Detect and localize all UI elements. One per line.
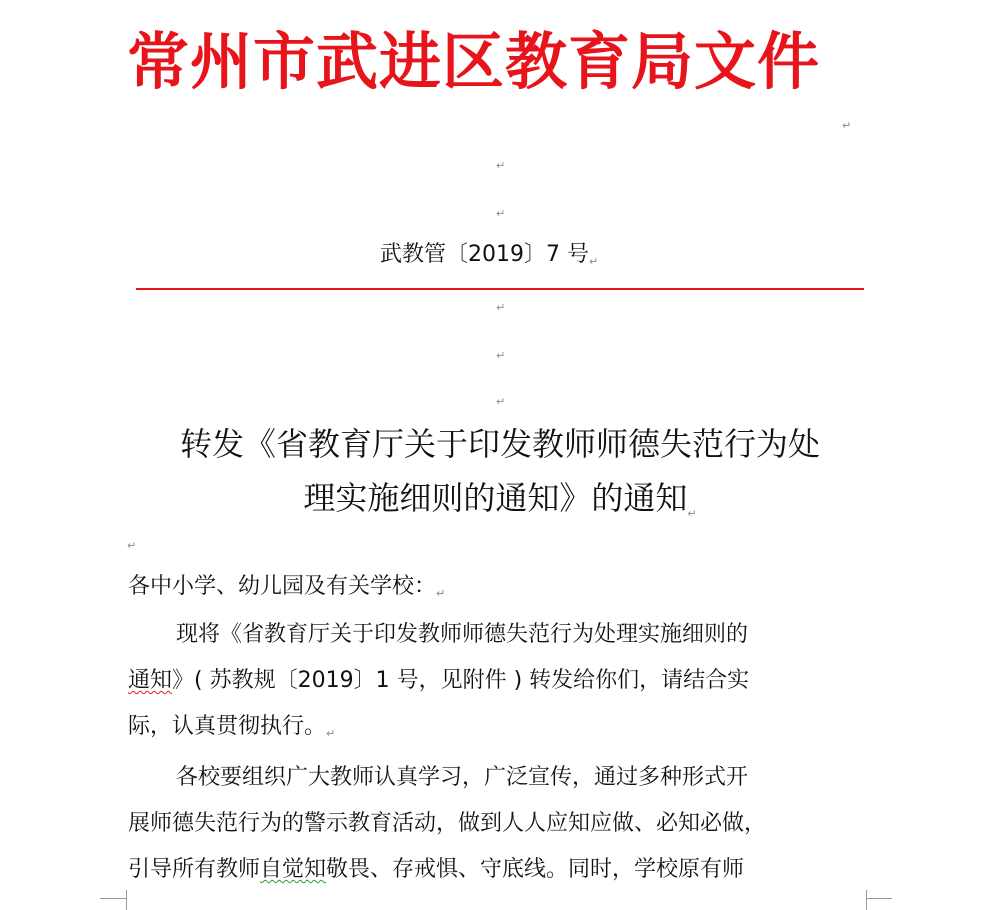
document-title (120, 417, 880, 525)
para1-line-1: 现将《省教育厅关于印发教师师德失范行为处理实施细则的 (176, 622, 749, 647)
document-number-text: 武教管〔2019〕7 号 (380, 242, 589, 267)
salutation (128, 564, 868, 610)
page-corner-mark-right (866, 898, 892, 899)
page-corner-mark-left (100, 898, 126, 899)
para2-line-3 (128, 847, 868, 893)
para2-line-3a: 引导所有教师 (128, 857, 261, 882)
red-header-rule (136, 288, 864, 290)
title-line-1: 转发《省教育厅关于印发教师师德失范行为处 (179, 425, 820, 463)
paragraph-mark: ↵ (127, 539, 137, 552)
paragraph-mark: ↵ (588, 255, 599, 268)
para1-line-2 (128, 658, 868, 704)
title-line-2 (120, 471, 880, 525)
paragraph-mark: ↵ (687, 507, 697, 520)
document-number (380, 238, 640, 272)
para2-line-3c: 敬畏、存戒惧、守底线。同时，学校原有师 (326, 857, 745, 882)
title-line-2-text: 理实施细则的通知》的通知 (303, 479, 688, 517)
para2-line-1: 各校要组织广大教师认真学习，广泛宣传，通过多种形式开 (176, 765, 749, 790)
paragraph-mark: ↵ (496, 395, 506, 408)
body-paragraph-1 (128, 612, 868, 750)
para1-line-3-text: 际，认真贯彻执行。 (128, 714, 327, 739)
paragraph-mark: ↵ (496, 301, 506, 314)
paragraph-mark: ↵ (496, 207, 506, 220)
paragraph-mark: ↵ (326, 727, 336, 740)
paragraph-mark: ↵ (496, 159, 506, 172)
body-paragraph-2 (128, 755, 868, 893)
spellcheck-word: 通知 (128, 668, 173, 693)
page-corner-mark-right-v (866, 890, 867, 910)
salutation-text: 各中小学、幼儿园及有关学校： (128, 574, 437, 599)
para2-line-2: 展师德失范行为的警示教育活动，做到人人应知应做、必知必做， (128, 811, 767, 836)
paragraph-mark: ↵ (842, 119, 852, 132)
page-corner-mark-left-v (126, 890, 127, 910)
grammar-check-phrase: 自觉知 (260, 857, 327, 882)
para1-line-2-text: 》( 苏教规〔2019〕1 号，见附件 ) 转发给你们，请结合实 (172, 668, 750, 693)
para1-line-3 (128, 704, 868, 750)
document-header-title: 常州市武进区教育局文件 (127, 25, 821, 98)
paragraph-mark: ↵ (496, 349, 506, 362)
paragraph-mark: ↵ (436, 587, 446, 600)
